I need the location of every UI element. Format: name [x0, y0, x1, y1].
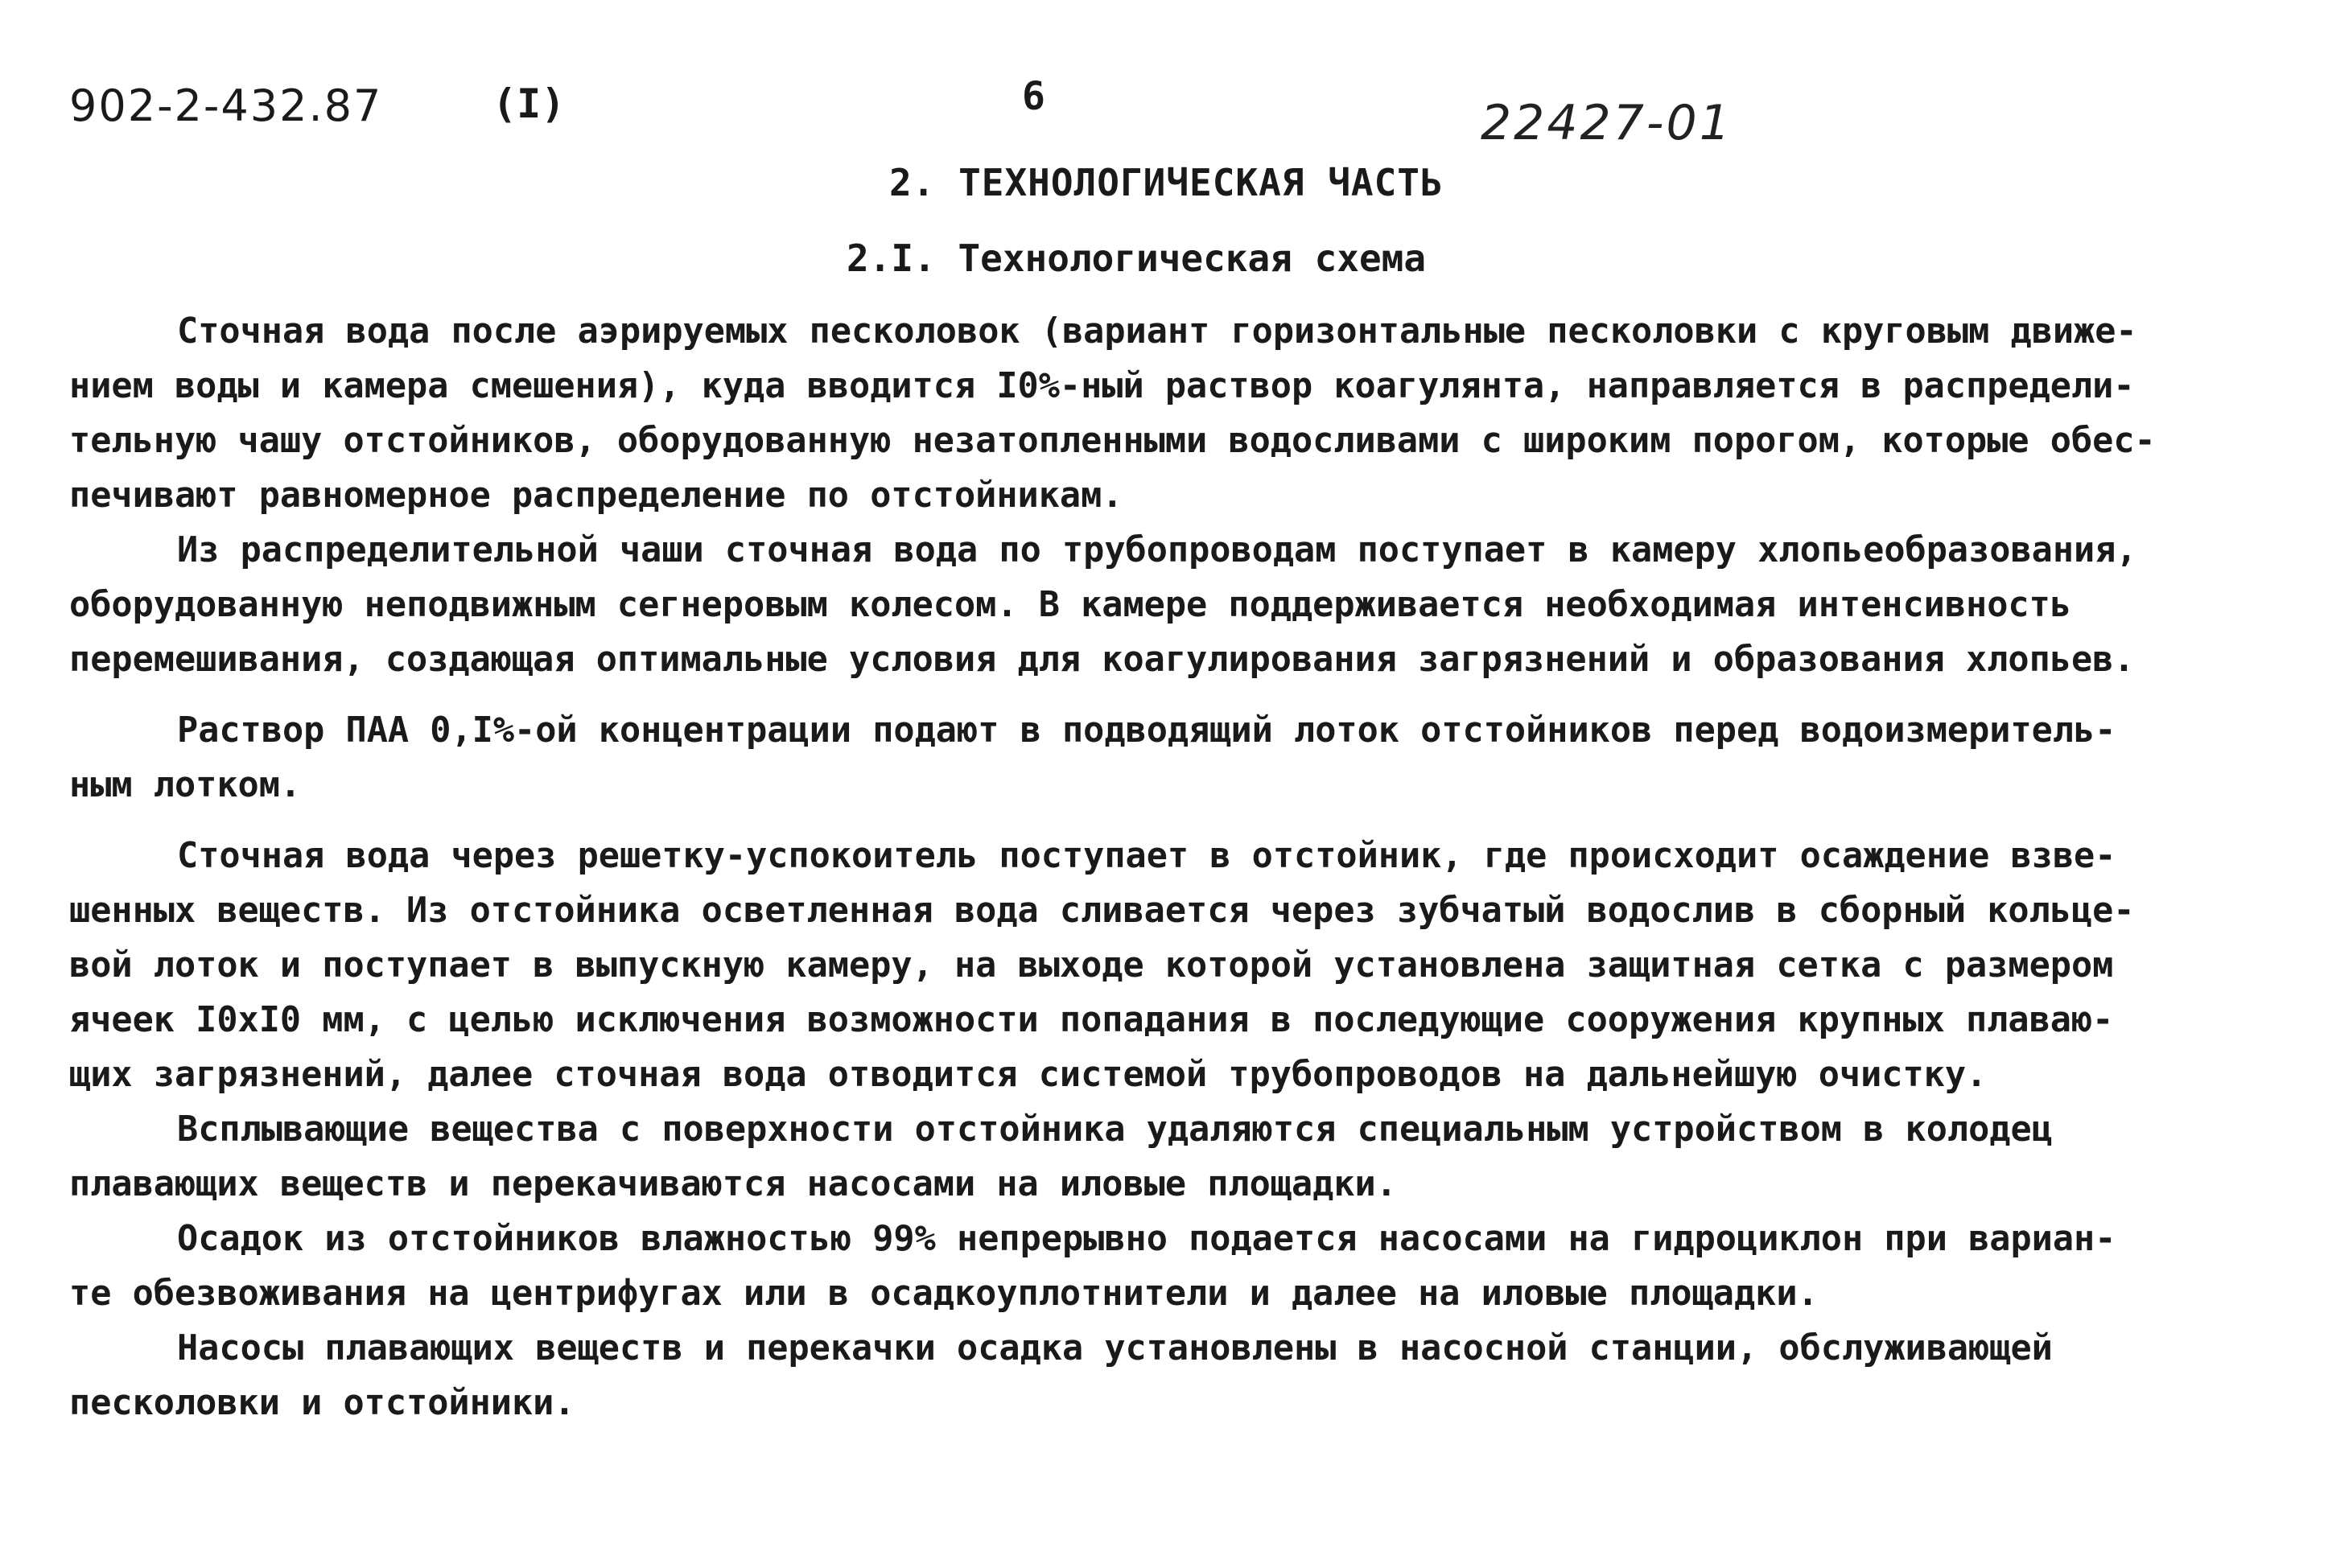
section-title: 2. ТЕХНОЛОГИЧЕСКАЯ ЧАСТЬ: [889, 161, 1444, 204]
paragraph: Насосы плавающих веществ и перекачки осадка установлены в насосной станции, обслуживающей песколовки и отстойники.: [69, 1328, 2053, 1423]
paragraph: Из распределительной чаши сточная вода по трубопроводам поступает в камеру хлопьеобразования, оборудованную неподвижным сегнеровым колесом. В камере поддерживается необходимая интенсивность перемешивания, создающая оптимальные условия для коагулирования загрязнений и образования хлопьев.: [69, 530, 2137, 680]
paragraph: Сточная вода после аэрируемых песколовок (вариант горизонтальные песколовки с круговым движе- нием воды и камера смешения), куда вводится I0%-ный раствор коагулянта, направляется в распредели- тельную чашу отстойников, оборудованную незатопленными водосливами с широким порогом, которые обес- печивают равномерное распределение по отстойникам.: [69, 311, 2156, 516]
paragraph: Всплывающие вещества с поверхности отстойника удаляются специальным устройством в колодец плавающих веществ и перекачиваются насосами на иловые площадки.: [69, 1109, 2053, 1204]
subsection-title: 2.I. Технологическая схема: [847, 237, 1427, 280]
paragraph: Раствор ПАА 0,I%-ой концентрации подают в подводящий лоток отстойников перед водоизмеритель- ным лотком.: [69, 710, 2116, 805]
document-code: 902-2-432.87: [69, 80, 383, 131]
page-number: 6: [1022, 74, 1045, 119]
paragraph: Сточная вода через решетку-успокоитель поступает в отстойник, где происходит осаждение взве- шенных веществ. Из отстойника осветленная вода сливается через зубчатый водослив в сборный кольце- вой лоток и поступает в выпускную камеру, на выходе которой установлена защитная сетка с размером ячеек I0хI0 мм, с целью исключения возможности попадания в последующие сооружения крупных плаваю- щих загрязнений, далее сточная вода отводится системой трубопроводов на дальнейшую очистку.: [69, 836, 2135, 1095]
document-part: (I): [492, 80, 566, 127]
handwritten-stamp-number: 22427-01: [1481, 95, 1733, 151]
body-text: [69, 304, 2258, 1430]
paragraph: Осадок из отстойников влажностью 99% непрерывно подается насосами на гидроциклон при вариан- те обезвоживания на центрифугах или в осадкоуплотнители и далее на иловые площадки.: [69, 1219, 2116, 1314]
